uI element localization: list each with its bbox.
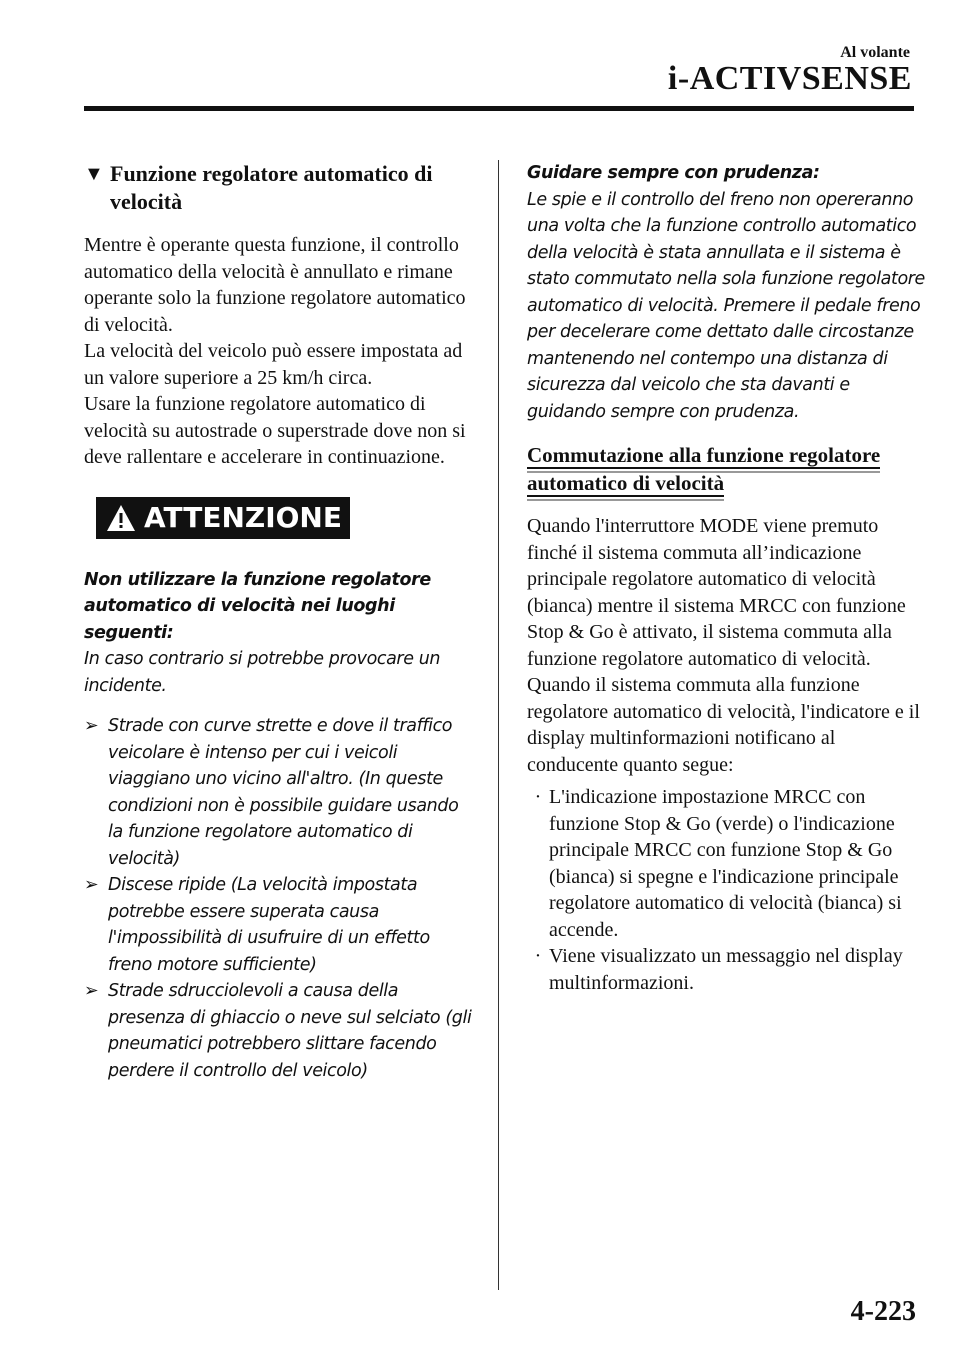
list-item bbox=[527, 784, 927, 943]
section-heading-text: Funzione regolatore automatico di velocità bbox=[110, 161, 433, 214]
paragraph: Mentre è operante questa funzione, il controllo automatico della velocità è annullato e rimane operante solo la funzione regolatore automatico di velocità. bbox=[84, 234, 466, 336]
list-item-text: L'indicazione impostazione MRCC con funzione Stop & Go (verde) o l'indicazione principale MRCC con funzione Stop & Go (bianca) si spegne e l'indicazione principale regolatore automatico di velocità (bianca) si accende. bbox=[549, 786, 902, 941]
arrow-bullet-icon: ➢ bbox=[84, 875, 99, 895]
section-title-header: i-ACTIVSENSE bbox=[667, 60, 912, 97]
column-divider bbox=[498, 160, 499, 1290]
left-column bbox=[84, 160, 474, 1084]
arrow-bullet-icon: ➢ bbox=[84, 716, 99, 736]
bullet-list bbox=[527, 784, 927, 996]
page-number: 4-223 bbox=[850, 1296, 916, 1327]
list-item-text: Viene visualizzato un messaggio nel display multinformazioni. bbox=[549, 945, 903, 994]
paragraph: Quando il sistema commuta alla funzione regolatore automatico di velocità, l'indicatore e il display multinformazioni notificano al conducente quanto segue: bbox=[527, 674, 920, 776]
caution-text: Le spie e il controllo del freno non opereranno una volta che la funzione controllo automatico della velocità è stata annullata e il sistema è stato commutato nella sola funzione regolatore automatico di velocità. Premere il pedale freno per decelerare come dettato dalle circostanze mantenendo nel contempo una distanza di sicurezza dal veicolo che sta davanti e guidando sempre con prudenza. bbox=[527, 189, 925, 422]
section-body bbox=[84, 232, 474, 471]
list-item bbox=[84, 713, 474, 872]
subsection-heading bbox=[527, 441, 927, 497]
subsection-body bbox=[527, 513, 927, 778]
bullet-dot-icon: · bbox=[534, 786, 542, 808]
warning-badge bbox=[96, 497, 350, 539]
paragraph: La velocità del veicolo può essere impostata ad un valore superiore a 25 km/h circa. bbox=[84, 340, 463, 389]
list-item-text: Strade sdrucciolevoli a causa della presenza di ghiaccio o neve sul selciato (gli pneumatici potrebbero slittare facendo perdere il controllo del veicolo) bbox=[108, 981, 472, 1081]
warning-intro: In caso contrario si potrebbe provocare un incidente. bbox=[84, 649, 441, 696]
chapter-label: Al volante bbox=[840, 44, 910, 61]
paragraph: Quando l'interruttore MODE viene premuto finché il sistema commuta all’indicazione principale regolatore automatico di velocità (bianca) mentre il sistema MRCC con funzione Stop & Go è attivato, il sistema commuta alla funzione regolatore automatico di velocità. bbox=[527, 515, 906, 670]
bullet-dot-icon: · bbox=[534, 945, 542, 967]
right-column bbox=[527, 160, 927, 996]
header-rule bbox=[84, 106, 914, 111]
triangle-down-icon: ▼ bbox=[84, 163, 104, 185]
section-heading bbox=[84, 160, 474, 216]
warning-bold-text: Non utilizzare la funzione regolatore automatico di velocità nei luoghi seguenti: bbox=[84, 569, 431, 643]
arrow-bullet-icon: ➢ bbox=[84, 981, 99, 1001]
warning-icon bbox=[106, 504, 136, 532]
list-item bbox=[84, 872, 474, 978]
list-item-text: Strade con curve strette e dove il traffico veicolare è intenso per cui i veicoli viaggiano uno vicino all'altro. (In queste condizioni non è possibile guidare usando la funzione regolatore automatico di velocità) bbox=[108, 716, 459, 869]
paragraph: Usare la funzione regolatore automatico di velocità su autostrade o superstrade dove non si deve rallentare e accelerare in continuazione. bbox=[84, 393, 466, 468]
subsection-heading-text: Commutazione alla funzione regolatore automatico di velocità bbox=[527, 443, 881, 495]
list-item bbox=[527, 943, 927, 996]
list-item bbox=[84, 978, 474, 1084]
caution-bold-text: Guidare sempre con prudenza: bbox=[527, 163, 820, 183]
warning-list bbox=[84, 713, 474, 1084]
list-item-text: Discese ripide (La velocità impostata potrebbe essere superata causa l'impossibilità di usufruire di un effetto freno motore sufficiente) bbox=[108, 875, 430, 975]
warning-label: ATTENZIONE bbox=[144, 501, 342, 534]
